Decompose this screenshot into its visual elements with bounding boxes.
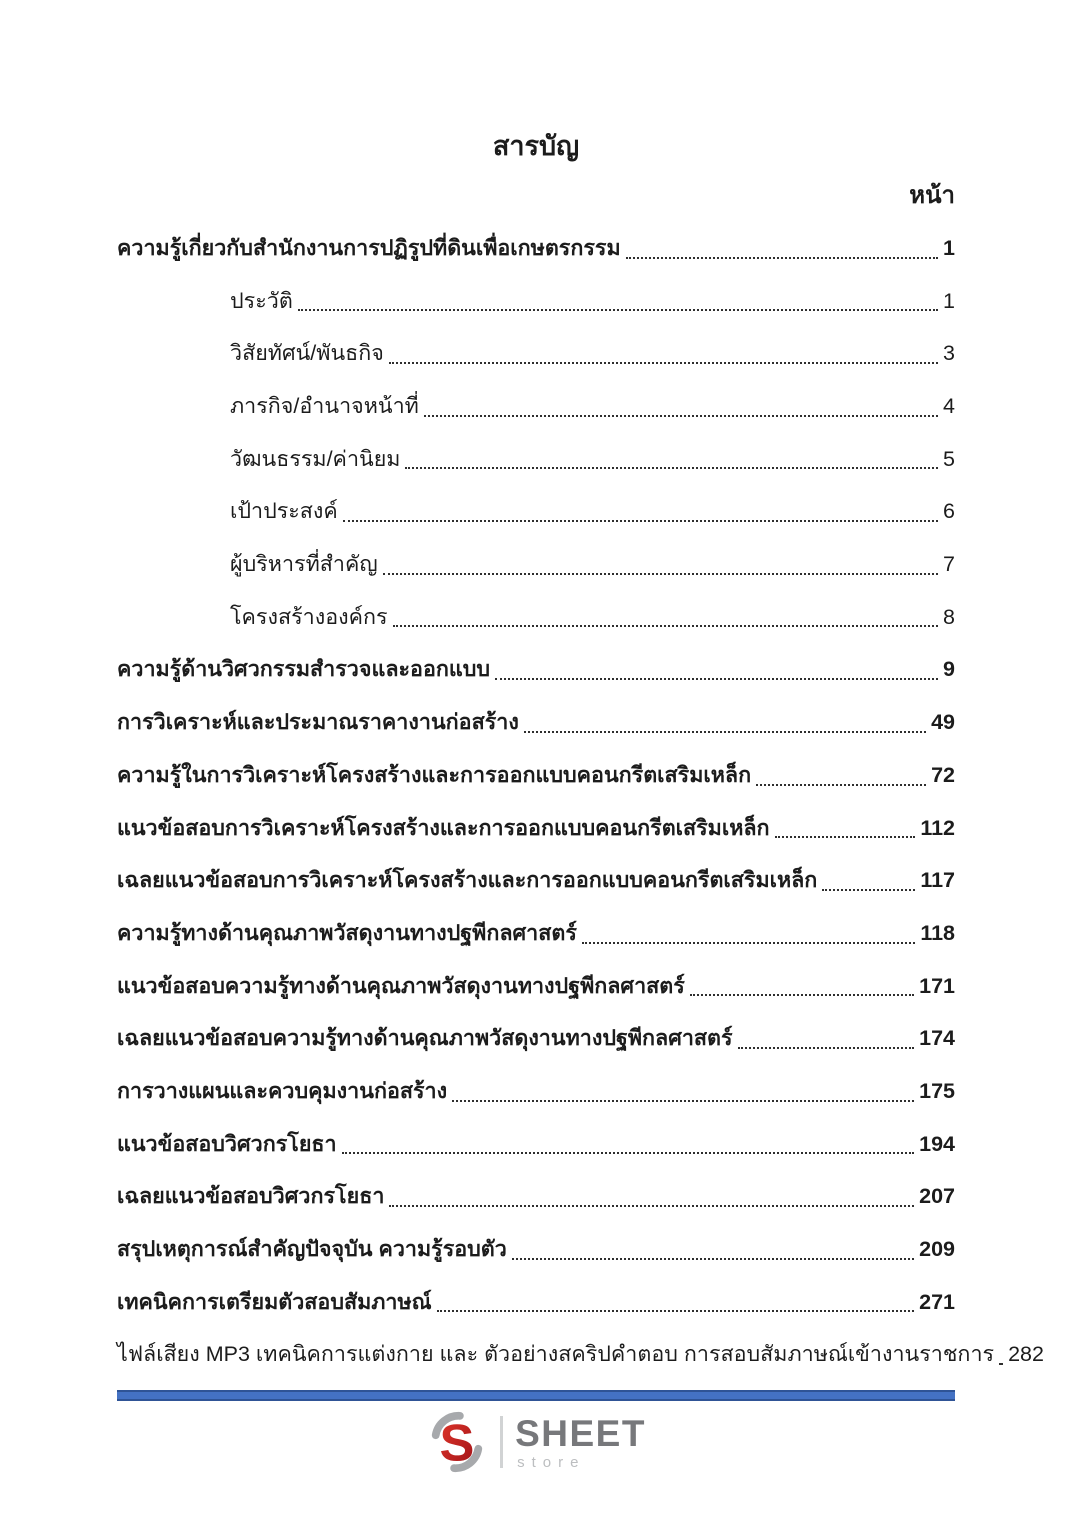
toc-entry-page: 6 [943,499,955,524]
toc-leader-dots [577,907,920,960]
toc-entry-page: 1 [943,235,955,260]
toc-entry-label: ภารกิจ/อำนาจหน้าที่ [230,394,419,419]
toc-leader-dots [770,802,921,855]
toc-entry [117,1118,955,1171]
toc-leader-dots [751,749,931,802]
toc-entry-page: 9 [943,657,955,682]
toc-entry [117,1170,955,1223]
toc-entry-label: ไฟล์เสียง MP3 เทคนิคการแต่งกาย และ ตัวอย่างสคริปคำตอบ การสอบสัมภาษณ์เข้างานราชการ [117,1342,995,1367]
logo-subtext: store [517,1453,586,1471]
toc-leader-dots [507,1223,919,1276]
toc-entry-page: 194 [919,1131,955,1156]
toc-entry-page: 1 [943,288,955,313]
toc-entry-page: 209 [919,1237,955,1262]
toc-entry-page: 207 [919,1184,955,1209]
toc-entry-page: 49 [931,710,955,735]
toc-entry-page: 3 [943,341,955,366]
toc-entry-label: เฉลยแนวข้อสอบวิศวกรโยธา [117,1184,385,1209]
toc-entry [117,1223,955,1276]
toc-leader-dots [733,1012,920,1065]
toc-entry-page: 7 [943,552,955,577]
sheet-store-s-icon [426,1411,488,1473]
toc-entry-page: 112 [920,815,955,840]
toc-entry [117,960,955,1013]
toc-entry [117,591,955,644]
toc-entry [117,749,955,802]
toc-entry-page: 282 [1008,1342,1044,1367]
toc-entry-label: การวางแผนและควบคุมงานก่อสร้าง [117,1078,448,1103]
toc-leader-dots [685,960,919,1013]
toc-list [117,222,1044,1381]
toc-leader-dots [337,1118,920,1171]
toc-entry [117,1012,955,1065]
toc-leader-dots [621,222,943,275]
toc-entry [117,275,955,328]
toc-leader-dots [419,380,943,433]
toc-entry [117,802,955,855]
toc-entry-label: สรุปเหตุการณ์สำคัญปัจจุบัน ความรู้รอบตัว [117,1237,507,1262]
toc-leader-dots [817,854,920,907]
toc-entry [117,854,955,907]
toc-entry-page: 72 [931,762,955,787]
toc-entry [117,1065,955,1118]
toc-entry-label: ความรู้ทางด้านคุณภาพวัสดุงานทางปฐพีกลศาสตร์ [117,920,577,945]
toc-entry [117,380,955,433]
toc-entry [117,907,955,960]
toc-leader-dots [378,538,943,591]
toc-leader-dots [384,327,943,380]
toc-leader-dots [400,433,943,486]
page-title: สารบัญ [492,131,580,161]
toc-leader-dots [432,1276,919,1329]
toc-entry-label: การวิเคราะห์และประมาณราคางานก่อสร้าง [117,710,519,735]
toc-entry [117,538,955,591]
toc-entry-label: เป้าประสงค์ [230,499,338,524]
toc-entry-page: 271 [919,1289,955,1314]
footer-divider [117,1390,955,1401]
toc-entry [117,433,955,486]
toc-entry-label: เทคนิคการเตรียมตัวสอบสัมภาษณ์ [117,1289,432,1314]
toc-entry-label: ผู้บริหารที่สำคัญ [230,552,378,577]
toc-entry [117,643,955,696]
toc-entry-page: 5 [943,446,955,471]
toc-entry [117,327,955,380]
toc-entry-label: เฉลยแนวข้อสอบความรู้ทางด้านคุณภาพวัสดุงานทางปฐพีกลศาสตร์ [117,1026,733,1051]
toc-leader-dots [388,591,943,644]
toc-leader-dots [994,1328,1008,1381]
logo-wordmark [515,1412,646,1471]
toc-entry-page: 174 [919,1026,955,1051]
toc-entry-label: โครงสร้างองค์กร [230,604,388,629]
toc-leader-dots [490,643,943,696]
svg-text:S: S [439,1414,475,1473]
toc-entry-label: เฉลยแนวข้อสอบการวิเคราะห์โครงสร้างและการออกแบบคอนกรีตเสริมเหล็ก [117,868,818,893]
toc-leader-dots [384,1170,919,1223]
toc-entry-label: ประวัติ [230,288,293,313]
toc-leader-dots [338,485,943,538]
toc-entry [117,696,955,749]
toc-entry-label: ความรู้ด้านวิศวกรรมสำรวจและออกแบบ [117,657,491,682]
sheet-store-logo [117,1409,955,1475]
toc-leader-dots [293,275,943,328]
toc-entry-label: วัฒนธรรม/ค่านิยม [230,446,401,471]
toc-entry-page: 171 [919,973,955,998]
toc-entry-page: 118 [920,920,955,945]
toc-entry-label: ความรู้เกี่ยวกับสำนักงานการปฏิรูปที่ดินเพื่อเกษตรกรรม [117,235,621,260]
toc-entry-page: 8 [943,604,955,629]
toc-entry-page: 117 [920,868,955,893]
toc-entry-label: แนวข้อสอบวิศวกรโยธา [117,1131,337,1156]
page-column-header: หน้า [909,182,955,210]
toc-entry [117,485,955,538]
toc-entry-page: 4 [943,394,955,419]
toc-entry [117,222,955,275]
toc-entry-label: วิสัยทัศน์/พันธกิจ [230,341,384,366]
toc-entry [117,1276,955,1329]
toc-leader-dots [519,696,931,749]
toc-entry [117,1328,1044,1381]
toc-leader-dots [447,1065,919,1118]
logo-divider [500,1416,503,1468]
toc-entry-label: ความรู้ในการวิเคราะห์โครงสร้างและการออกแบบคอนกรีตเสริมเหล็ก [117,762,752,787]
logo-text: SHEET [515,1412,646,1454]
toc-entry-label: แนวข้อสอบการวิเคราะห์โครงสร้างและการออกแบบคอนกรีตเสริมเหล็ก [117,815,770,840]
toc-entry-label: แนวข้อสอบความรู้ทางด้านคุณภาพวัสดุงานทางปฐพีกลศาสตร์ [117,973,685,998]
toc-entry-page: 175 [919,1078,955,1103]
